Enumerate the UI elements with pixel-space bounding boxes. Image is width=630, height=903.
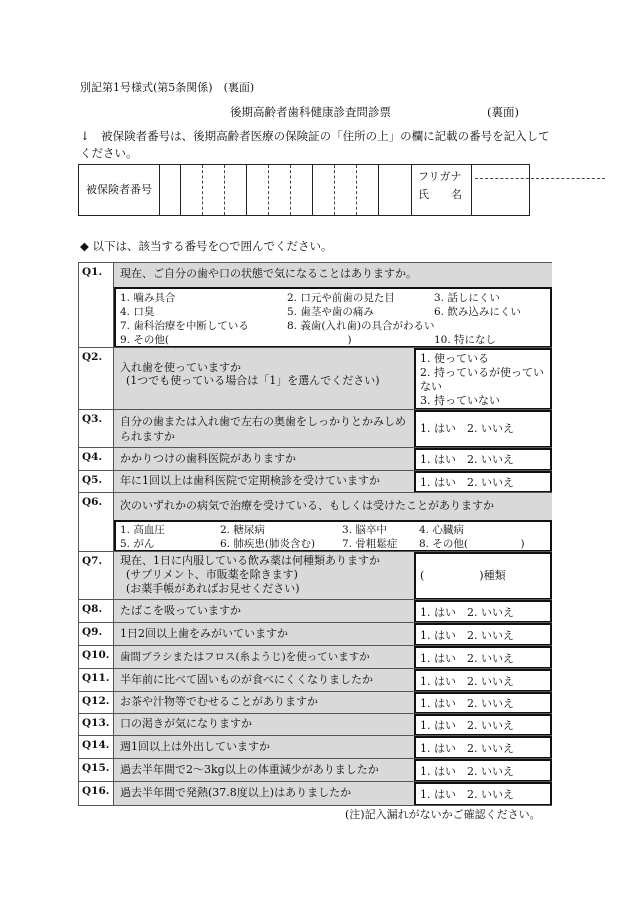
q2-answer-box[interactable] bbox=[414, 348, 552, 410]
q1-option[interactable]: 3. 話しにくい bbox=[434, 292, 500, 304]
answer-box[interactable]: 1. はい 2. いいえ bbox=[414, 410, 552, 448]
question-row-q16 bbox=[78, 781, 552, 805]
question-text bbox=[114, 552, 414, 600]
answer-box[interactable]: 1. はい 2. いいえ bbox=[414, 623, 552, 646]
circle-instruction: ◆ 以下は、該当する番号を○で囲んでください。 bbox=[80, 239, 333, 253]
footer-note: (注)記入漏れがないかご確認ください。 bbox=[345, 808, 541, 821]
question-sub: (お薬手帳があればお見せください) bbox=[126, 582, 300, 595]
answer-option[interactable]: 3. 持っていない bbox=[420, 394, 500, 407]
q1-options[interactable] bbox=[114, 287, 552, 348]
question-text: 自分の歯または入れ歯で左右の奥歯をしっかりとかみしめられますか bbox=[114, 410, 414, 448]
question-number: Q1. bbox=[78, 263, 114, 347]
answer-box[interactable]: 1. はい 2. いいえ bbox=[414, 782, 552, 806]
q1-option[interactable]: 10. 特になし bbox=[434, 334, 497, 346]
medication-count-field[interactable]: ( )種類 bbox=[414, 552, 552, 600]
question-text: 口の渇きが気になりますか bbox=[114, 714, 414, 736]
id-spacer bbox=[379, 165, 412, 215]
question-number: Q16. bbox=[78, 782, 114, 805]
id-digit-box[interactable] bbox=[247, 165, 269, 215]
q6-options[interactable] bbox=[114, 520, 552, 552]
answer-option[interactable]: 1. 使っている bbox=[420, 352, 489, 365]
question-number: Q6. bbox=[78, 493, 114, 551]
id-digit-box[interactable] bbox=[291, 165, 313, 215]
question-number: Q15. bbox=[78, 759, 114, 781]
answer-box[interactable]: 1. はい 2. いいえ bbox=[414, 471, 552, 493]
q1-option[interactable]: 1. 噛み具合 bbox=[120, 292, 176, 304]
question-main: 現在、1日に内服している飲み薬は何種類ありますか bbox=[120, 554, 380, 567]
question-row-q2 bbox=[78, 347, 552, 409]
question-number: Q8. bbox=[78, 600, 114, 622]
id-digit-box[interactable] bbox=[269, 165, 291, 215]
q1-option[interactable]: 5. 歯茎や歯の痛み bbox=[287, 306, 374, 318]
question-row-q10 bbox=[78, 645, 552, 668]
question-text bbox=[114, 348, 414, 410]
question-sub: (サプリメント、市販薬を除きます) bbox=[126, 568, 298, 581]
question-text: たばこを吸っていますか bbox=[114, 600, 414, 623]
answer-box[interactable]: 1. はい 2. いいえ bbox=[414, 692, 552, 714]
insured-number-label: 被保険者番号 bbox=[79, 165, 160, 215]
answer-option[interactable]: 2. 持っているが使っていない bbox=[420, 366, 544, 393]
question-number: Q2. bbox=[78, 348, 114, 409]
question-text: かかりつけの歯科医院がありますか bbox=[114, 448, 414, 471]
question-text: 半年前に比べて固いものが食べにくくなりましたか bbox=[114, 669, 414, 692]
form-label: 別記第1号様式(第5条関係) (裏面) bbox=[80, 81, 255, 94]
question-row-q11 bbox=[78, 668, 552, 691]
question-row-q7 bbox=[78, 551, 552, 599]
id-digit-box[interactable] bbox=[335, 165, 357, 215]
question-number: Q14. bbox=[78, 736, 114, 758]
furigana-label: フリガナ bbox=[418, 170, 462, 183]
question-text: 過去半年間で発熱(37.8度以上)はありましたか bbox=[114, 782, 414, 806]
id-digit-box[interactable] bbox=[225, 165, 247, 215]
furigana-field[interactable] bbox=[475, 178, 605, 179]
question-text: 年に1回以上は歯科医院で定期検診を受けていますか bbox=[114, 471, 414, 493]
question-text: 現在、ご自分の歯や口の状態で気になることはありますか。 bbox=[114, 263, 552, 287]
question-sub: (1つでも使っている場合は「1」を選んでください) bbox=[126, 373, 380, 387]
question-row-q5 bbox=[78, 470, 552, 492]
page-title: 後期高齢者歯科健康診査問診票 bbox=[230, 105, 391, 119]
name-label: 氏 名 bbox=[418, 188, 462, 201]
question-number: Q9. bbox=[78, 623, 114, 645]
q6-option[interactable]: 5. がん bbox=[120, 538, 155, 550]
q1-option[interactable]: 8. 義歯(入れ歯)の具合がわるい bbox=[287, 320, 435, 332]
question-number: Q12. bbox=[78, 692, 114, 713]
question-number: Q5. bbox=[78, 471, 114, 492]
id-digit-box[interactable] bbox=[181, 165, 203, 215]
question-number: Q13. bbox=[78, 714, 114, 735]
question-row-q14 bbox=[78, 735, 552, 758]
questionnaire-table bbox=[78, 262, 552, 805]
question-text: お茶や汁物等でむせることがありますか bbox=[114, 692, 414, 714]
question-row-q8 bbox=[78, 599, 552, 622]
q1-option[interactable]: 9. その他( ) bbox=[120, 334, 352, 346]
q1-option[interactable]: 2. 口元や前歯の見た目 bbox=[287, 292, 395, 304]
question-row-q12 bbox=[78, 691, 552, 713]
question-row-q6 bbox=[78, 492, 552, 551]
question-number: Q4. bbox=[78, 448, 114, 470]
question-row-q13 bbox=[78, 713, 552, 735]
question-number: Q11. bbox=[78, 669, 114, 691]
answer-box[interactable]: 1. はい 2. いいえ bbox=[414, 448, 552, 471]
question-number: Q7. bbox=[78, 552, 114, 599]
question-text: 1日2回以上歯をみがいていますか bbox=[114, 623, 414, 646]
q6-option[interactable]: 1. 高血圧 bbox=[120, 524, 165, 536]
answer-box[interactable]: 1. はい 2. いいえ bbox=[414, 714, 552, 736]
page-side-label: (裏面) bbox=[487, 105, 519, 119]
question-text: 歯間ブラシまたはフロス(糸ようじ)を使っていますか bbox=[114, 646, 414, 669]
q6-option[interactable]: 3. 脳卒中 bbox=[342, 524, 387, 536]
q6-option[interactable]: 2. 糖尿病 bbox=[220, 524, 265, 536]
id-digit-box[interactable] bbox=[159, 165, 181, 215]
question-row-q9 bbox=[78, 622, 552, 645]
answer-box[interactable]: 1. はい 2. いいえ bbox=[414, 669, 552, 692]
table-bottom-border bbox=[78, 805, 552, 806]
question-row-q15 bbox=[78, 758, 552, 781]
question-text: 次のいずれかの病気で治療を受けている、もしくは受けたことがありますか bbox=[114, 493, 552, 520]
q1-option[interactable]: 7. 歯科治療を中断している bbox=[120, 320, 249, 332]
answer-box[interactable]: 1. はい 2. いいえ bbox=[414, 646, 552, 669]
question-text: 過去半年間で2～3kg以上の体重減少がありましたか bbox=[114, 759, 414, 782]
question-row-q3 bbox=[78, 409, 552, 447]
id-digit-box[interactable] bbox=[313, 165, 335, 215]
question-text: 週1回以上は外出していますか bbox=[114, 736, 414, 759]
instruction-text: ↓ 被保険者番号は、後期高齢者医療の保険証の「住所の上」の欄に記載の番号を記入してください。 bbox=[80, 129, 550, 160]
question-number: Q3. bbox=[78, 410, 114, 447]
q1-option[interactable]: 6. 飲み込みにくい bbox=[434, 306, 521, 318]
insured-id-table bbox=[78, 164, 530, 216]
id-digit-box[interactable] bbox=[203, 165, 225, 215]
question-main: 入れ歯を使っていますか bbox=[120, 361, 241, 374]
q6-option[interactable]: 6. 肺疾患(肺炎含む) bbox=[220, 538, 316, 550]
q1-option[interactable]: 4. 口臭 bbox=[120, 306, 155, 318]
answer-box[interactable]: 1. はい 2. いいえ bbox=[414, 736, 552, 759]
question-row-q4 bbox=[78, 447, 552, 470]
answer-box[interactable]: 1. はい 2. いいえ bbox=[414, 759, 552, 782]
question-number: Q10. bbox=[78, 646, 114, 668]
question-row-q1 bbox=[78, 262, 552, 347]
answer-box[interactable]: 1. はい 2. いいえ bbox=[414, 600, 552, 623]
q6-option[interactable]: 7. 骨粗鬆症 bbox=[342, 538, 398, 550]
q6-option[interactable]: 8. その他( ) bbox=[419, 538, 525, 550]
id-digit-box[interactable] bbox=[357, 165, 379, 215]
q6-option[interactable]: 4. 心臓病 bbox=[419, 524, 464, 536]
